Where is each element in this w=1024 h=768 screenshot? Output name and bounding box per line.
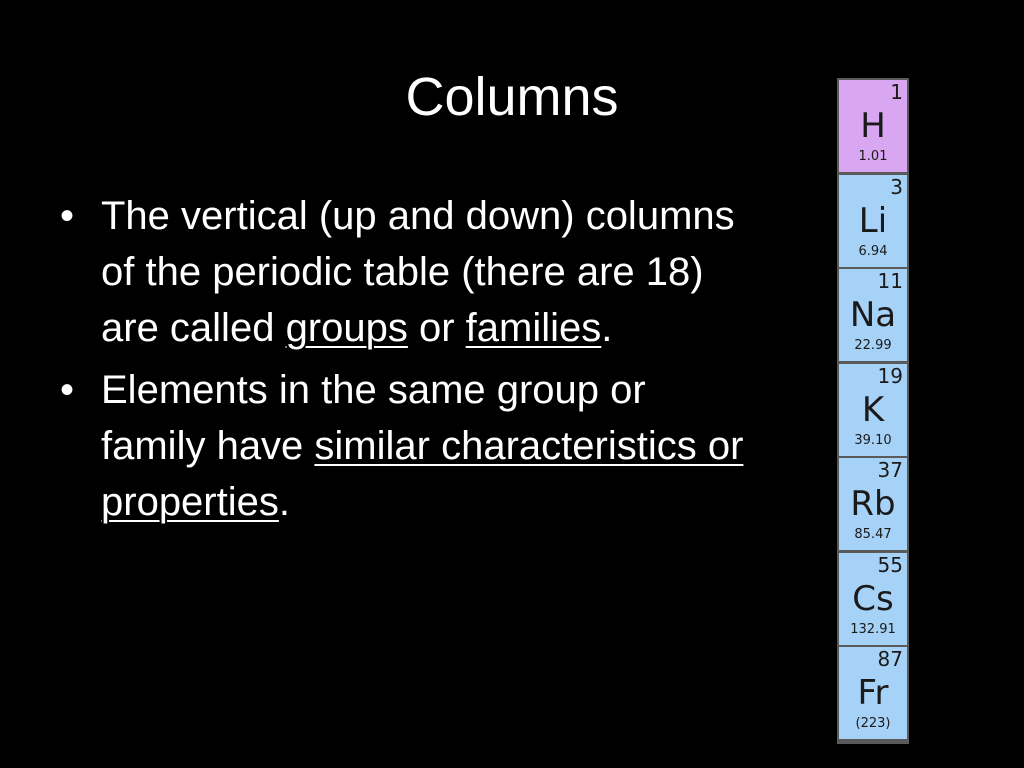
atomic-number: 1	[890, 80, 903, 104]
bullet-text-segment: or	[407, 306, 466, 350]
bullet-text-segment: .	[601, 306, 613, 350]
atomic-number: 87	[877, 647, 903, 671]
bullet-list	[60, 188, 760, 536]
term-similar-properties: similar characteristics or properties	[101, 424, 744, 524]
element-symbol: Li	[858, 200, 888, 241]
atomic-mass: 1.01	[858, 149, 888, 164]
atomic-number: 11	[877, 269, 903, 293]
bullet-dot: •	[60, 194, 75, 238]
bullet-text-segment: .	[278, 480, 290, 524]
element-cell-rubidium	[839, 458, 907, 550]
atomic-mass: 85.47	[854, 527, 892, 542]
element-symbol: H	[860, 106, 886, 146]
element-symbol: Cs	[852, 578, 894, 619]
atomic-number: 37	[877, 458, 903, 482]
bullet-item	[60, 362, 760, 530]
bullet-dot: •	[60, 368, 75, 412]
element-cell-sodium	[839, 269, 907, 361]
term-groups: groups	[285, 306, 408, 350]
atomic-number: 3	[890, 174, 903, 199]
atomic-number: 19	[877, 363, 903, 388]
term-families: families	[465, 306, 602, 350]
periodic-table-column	[837, 78, 909, 744]
atomic-mass: 22.99	[854, 338, 892, 353]
slide-title: Columns	[405, 67, 619, 127]
atomic-number: 55	[877, 552, 903, 577]
element-cell-potassium	[839, 364, 907, 456]
atomic-mass: 132.91	[850, 621, 896, 637]
element-cell-francium	[839, 647, 907, 739]
element-symbol: Fr	[857, 673, 889, 713]
bullet-text	[101, 368, 743, 524]
element-symbol: Na	[849, 295, 897, 335]
element-cell-cesium	[839, 553, 907, 645]
element-symbol: Rb	[850, 484, 896, 524]
element-cell-hydrogen	[839, 80, 907, 172]
bullet-text-segment: Elements in the same group or family have	[101, 368, 646, 468]
bullet-text	[101, 194, 735, 350]
bullet-item	[60, 188, 760, 356]
bullet-text-segment: The vertical (up and down) columns of the periodic table (there are 18) are called	[101, 194, 735, 350]
atomic-mass: 6.94	[858, 243, 888, 259]
element-cell-lithium	[839, 175, 907, 267]
atomic-mass: 39.10	[854, 432, 892, 448]
element-symbol: K	[861, 389, 885, 430]
atomic-mass: (223)	[855, 716, 891, 731]
